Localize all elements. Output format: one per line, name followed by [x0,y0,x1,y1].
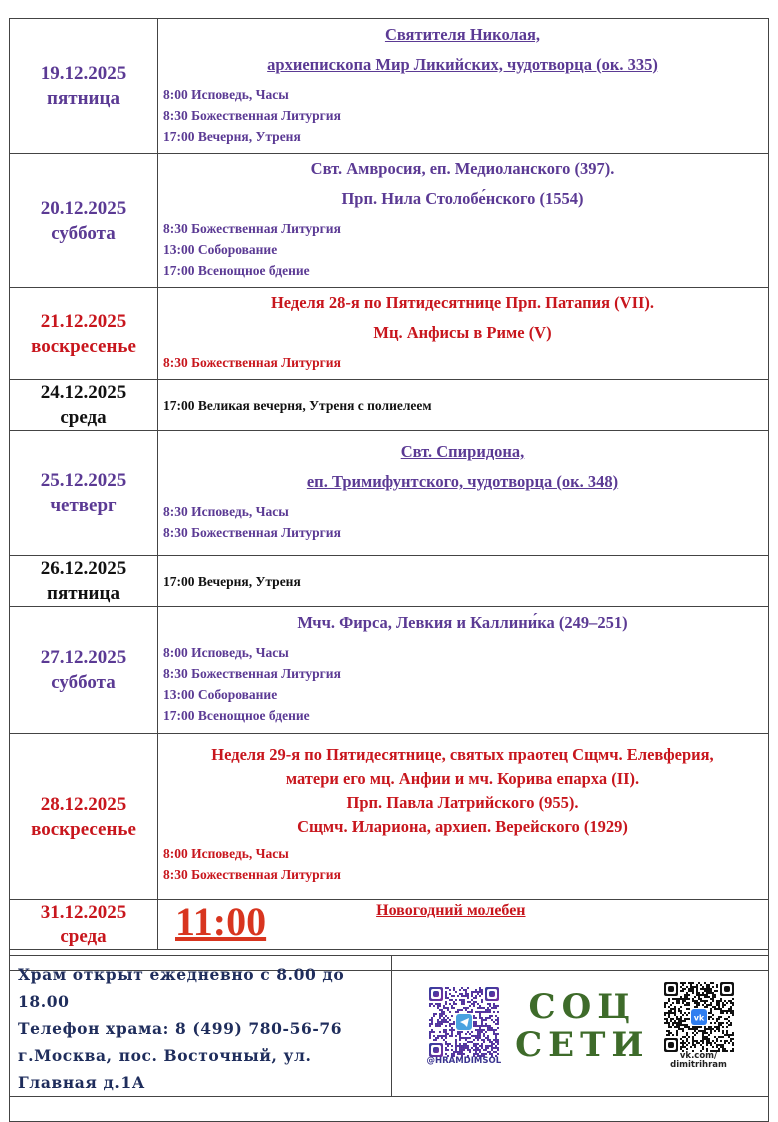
date-cell [10,19,158,154]
services-list [163,395,762,416]
date-cell [10,380,158,431]
address: г.Москва, пос. Восточный, ул. Главная д.1А [18,1046,312,1092]
date: 19.12.2025 [40,63,127,84]
service-item: 8:30 Божественная Литургия [163,525,341,540]
feast-line: Свт. Амвросия, еп. Медиоланского (397). [310,159,615,178]
info-cell [158,19,769,154]
feast-title [163,743,762,839]
new-year-title: Новогодний молебен [376,902,526,919]
feast-line: Неделя 29-я по Пятидесятнице, святых праотец Сщмч. Елевферия, [211,744,714,764]
day-row [10,19,769,154]
date: 20.12.2025 [40,197,127,219]
services-list [163,642,762,726]
date: 28.12.2025 [40,793,127,815]
vk-link[interactable]: vk.com/ dimitrihram [670,1051,727,1070]
date: 26.12.2025 [40,558,127,579]
contacts [10,956,392,1097]
service-item: 17:00 Вечерня, Утреня [163,573,301,589]
info-cell [158,556,769,607]
service-item: 8:30 Исповедь, Часы [163,504,289,519]
date-cell [10,431,158,556]
date: 21.12.2025 [40,310,127,332]
bottom-empty-row [10,1097,769,1122]
footer-table [9,955,769,1122]
service-item: 13:00 Соборование [163,687,278,702]
weekday: среда [60,925,107,947]
phone: Телефон храма: 8 (499) 780-56-76 [18,1019,343,1038]
date-cell [10,734,158,900]
soc-seti-logo: СОЦ СЕТИ [515,987,650,1065]
date-cell [10,288,158,380]
service-item: 17:00 Всенощное бдение [163,263,310,278]
service-item: 8:00 Исповедь, Часы [163,86,289,102]
feast-line: Мц. Анфисы в Риме (V) [373,323,552,342]
date: 27.12.2025 [40,647,127,668]
info-cell [158,154,769,288]
vk-qr[interactable] [664,982,734,1070]
feast-line: архиепископа Мир Ликийских, чудотворца (ок. 335) [267,54,658,74]
date-cell [10,556,158,607]
feast-line: матери его мц. Анфии и мч. Корива епарха (II). [285,768,640,788]
opening-hours: Храм открыт ежедневно с 8.00 до 18.00 [18,965,345,1011]
schedule-table [9,18,769,971]
weekday: воскресенье [31,335,136,357]
feast-line: Прп. Нила Столобе́нского (1554) [341,189,584,208]
weekday: среда [60,407,107,428]
date-cell [10,154,158,288]
service-item: 13:00 Соборование [163,242,278,257]
day-row [10,607,769,734]
day-row [10,154,769,288]
feast-line: Неделя 28-я по Пятидесятнице Прп. Патапия (VII). [270,293,655,312]
qr-code-vk[interactable] [664,982,734,1052]
feast-title [163,154,762,214]
svg-text:vk: vk [693,1013,704,1023]
service-item: 17:00 Великая вечерня, Утреня с полиелеем [163,397,432,413]
date-cell [10,900,158,950]
weekday: четверг [50,495,117,516]
info-cell [158,607,769,734]
day-row [10,556,769,607]
date: 24.12.2025 [40,382,127,403]
day-row [10,380,769,431]
weekday: пятница [47,583,120,604]
services-list [163,843,762,885]
day-row [10,288,769,380]
feast-line: Мчч. Фирса, Левкия и Каллини́ка (249–251) [297,613,628,632]
new-year-row [10,900,769,950]
feast-title [163,20,762,80]
service-item: 8:00 Исповедь, Часы [163,845,289,861]
service-item: 8:30 Божественная Литургия [163,107,341,123]
big-time: 11:00 [175,899,267,944]
weekday: суббота [51,222,116,244]
feast-title [163,437,762,497]
services-list [163,501,762,543]
day-row [10,431,769,556]
weekday: воскресенье [31,818,136,840]
social-links [392,956,769,1097]
day-row [10,734,769,900]
date: 31.12.2025 [40,901,127,923]
telegram-handle: @HRAMDIMSOL [426,1055,502,1066]
services-list [163,352,762,373]
info-cell [158,288,769,380]
feast-title [163,608,762,638]
service-item: 8:30 Божественная Литургия [163,355,341,370]
qr-code-telegram[interactable] [429,987,499,1057]
service-item: 8:30 Божественная Литургия [163,221,341,236]
service-item: 8:00 Исповедь, Часы [163,645,289,660]
feast-line: Свт. Спиридона, [400,442,525,461]
feast-title [163,288,762,348]
telegram-qr[interactable] [426,987,501,1066]
date-cell [10,607,158,734]
services-list [163,571,762,592]
services-list [163,84,762,147]
info-cell [158,734,769,900]
weekday: пятница [47,88,120,109]
feast-line: Сщмч. Илариона, архиеп. Верейского (1929) [297,816,628,836]
services-list [163,218,762,281]
date: 25.12.2025 [40,470,127,491]
service-item: 17:00 Вечерня, Утреня [163,128,301,144]
info-cell [158,431,769,556]
info-cell [158,380,769,431]
feast-line: Святителя Николая, [384,24,541,44]
feast-line: Прп. Павла Латрийского (955). [346,792,579,812]
weekday: суббота [51,672,116,693]
info-cell [158,900,769,950]
feast-line: еп. Тримифунтского, чудотворца (ок. 348) [306,472,619,491]
service-item: 8:30 Божественная Литургия [163,666,341,681]
service-item: 17:00 Всенощное бдение [163,708,310,723]
service-item: 8:30 Божественная Литургия [163,866,341,882]
